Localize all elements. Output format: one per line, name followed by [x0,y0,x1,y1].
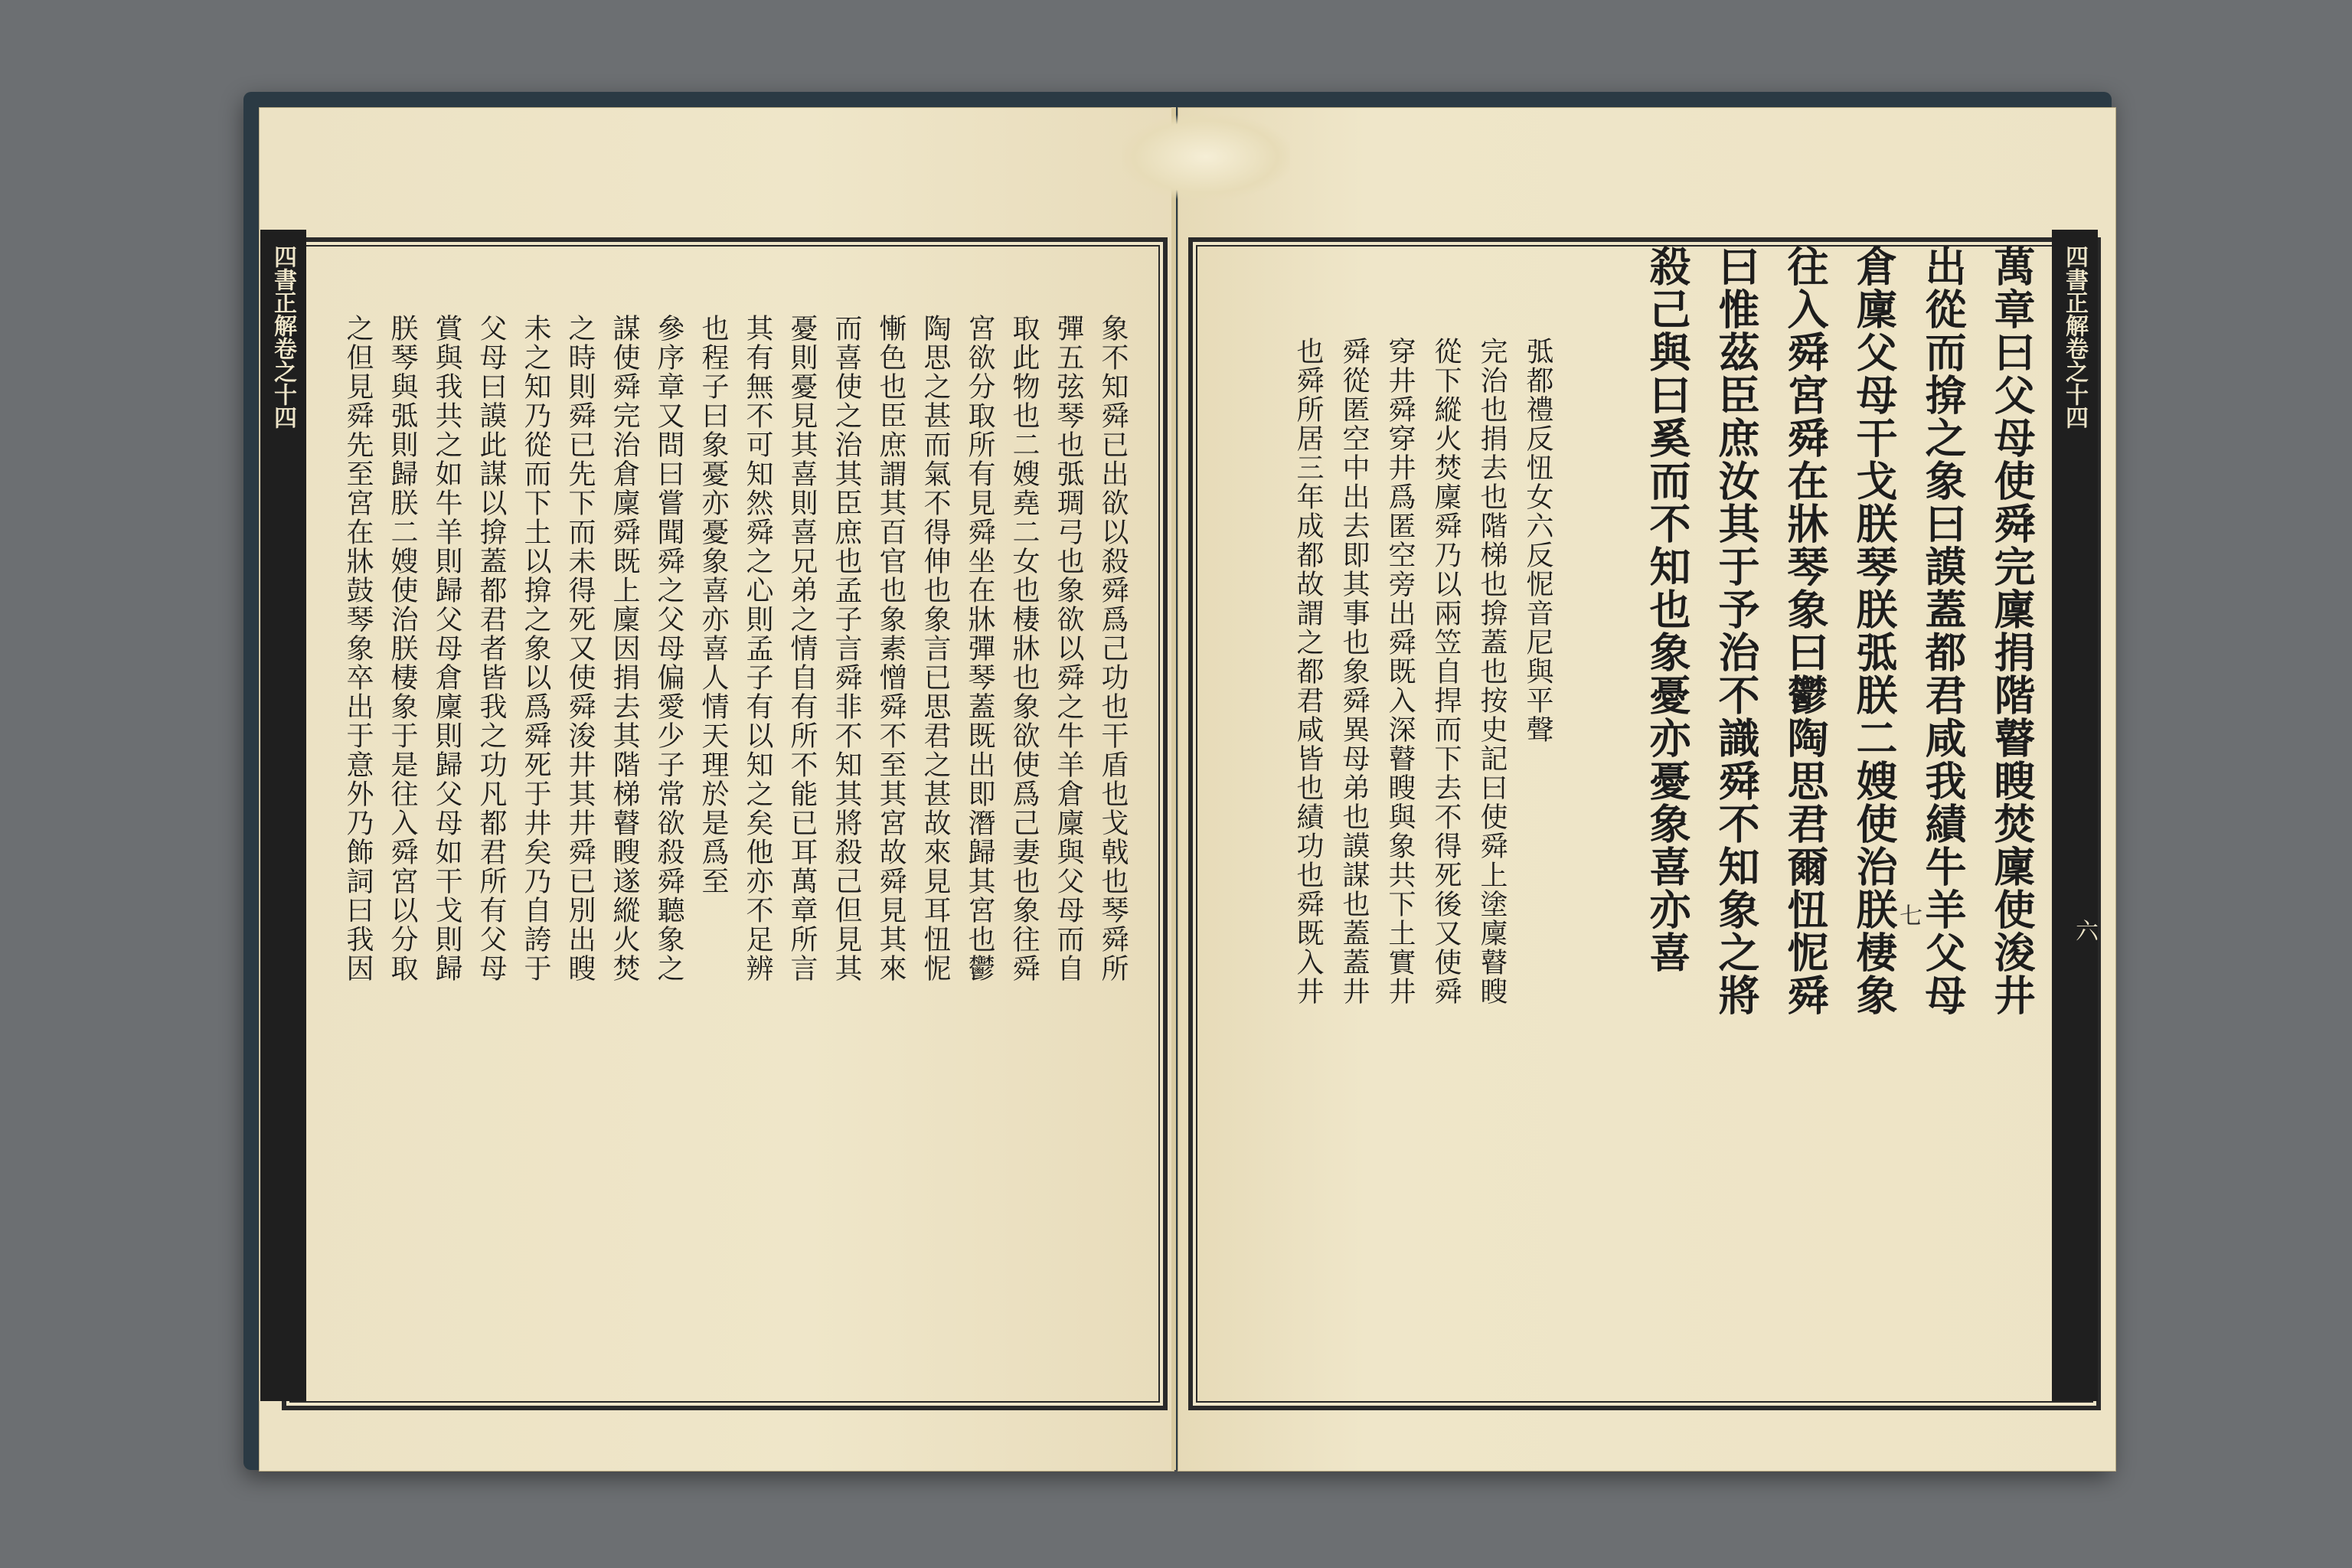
paper-tear [1122,115,1290,199]
right-note-column-5: 舜從匿空中出去即其事也象舜異母弟也謨謀也蓋蓋井 [1338,337,1370,1006]
left-column-5: 陶思之甚而氣不得伸也象言已思君之甚故來見耳忸怩 [920,314,951,983]
left-column-8: 憂則憂見其喜則喜兄弟之情自有所不能已耳萬章所言 [786,314,818,983]
right-note-column-1: 弤都禮反忸女六反怩音尼與平聲 [1522,337,1553,744]
left-column-2: 彈五弦琴也弤琱弓也象欲以舜之牛羊倉廩與父母而自 [1053,314,1084,983]
right-main-column-6: 殺己與曰奚而不知也象憂亦憂象喜亦喜 [1643,245,1692,974]
right-note-column-6: 也舜所居三年成都故謂之都君咸皆也績功也舜既入井 [1292,337,1324,1006]
left-column-9: 其有無不可知然舜之心則孟子有以知之矣他亦不足辨 [742,314,773,983]
left-column-4: 宮欲分取所有見舜坐在牀彈琴蓋既出即潛歸其宮也鬱 [964,314,995,983]
left-column-7: 而喜使之治其臣庶也孟子言舜非不知其將殺己但見其 [831,314,862,983]
left-column-11: 參序章又問曰嘗聞舜之父母偏愛少子常欲殺舜聽象之 [653,314,684,983]
left-column-13: 之時則舜已先下而未得死又使舜浚井其井舜已別出瞍 [564,314,596,983]
left-column-1: 象不知舜已出欲以殺舜爲己功也干盾也戈戟也琴舜所 [1097,314,1129,983]
left-column-10: 也程子曰象憂亦憂象喜亦喜人情天理於是爲至 [697,314,729,896]
left-folio-number: 七 [1895,903,1922,926]
right-main-column-3: 倉廩父母干戈朕琴朕弤朕二嫂使治朕棲象 [1850,245,1899,1017]
right-margin-title: 四書正解卷之十四 [2061,245,2088,429]
right-note-column-3: 從下縱火焚廩舜乃以兩笠自捍而下去不得死後又使舜 [1430,337,1462,1006]
left-column-17: 朕琴與弤則歸朕二嫂使治朕棲象于是往入舜宮以分取 [387,314,418,983]
spine-gutter [1171,107,1176,1470]
left-column-15: 父母曰謨此謀以揜蓋都君者皆我之功凡都君所有父母 [475,314,507,983]
left-column-12: 謀使舜完治倉廩舜既上廩因捐去其階梯瞽瞍遂縱火焚 [609,314,640,983]
right-folio-number: 六 [2071,919,2098,942]
left-column-18: 之但見舜先至宮在牀鼓琴象卒出于意外乃飾詞曰我因 [342,314,374,983]
right-note-column-4: 穿井舜穿井爲匿空旁出舜既入深瞽瞍與象共下土實井 [1384,337,1416,1006]
left-column-6: 慚色也臣庶謂其百官也象素憎舜不至其宮故舜見其來 [875,314,906,983]
left-column-14: 未之知乃從而下土以揜之象以爲舜死于井矣乃自誇于 [520,314,551,983]
left-margin-title: 四書正解卷之十四 [270,245,296,429]
right-main-column-5: 曰惟茲臣庶汝其于予治不識舜不知象之將 [1712,245,1761,1017]
right-main-column-1: 萬章曰父母使舜完廩捐階瞽瞍焚廩使浚井 [1988,245,2037,1017]
left-column-16: 賞與我共之如牛羊則歸父母倉廩則歸父母如干戈則歸 [431,314,462,983]
right-note-column-2: 完治也捐去也階梯也揜蓋也按史記曰使舜上塗廩瞽瞍 [1476,337,1508,1006]
right-main-column-4: 往入舜宮舜在牀琴象曰鬱陶思君爾忸怩舜 [1781,245,1830,1017]
right-main-column-2: 出從而揜之象曰謨蓋都君咸我績牛羊父母 [1919,245,1968,1017]
left-column-3: 取此物也二嫂堯二女也棲牀也象欲使爲己妻也象往舜 [1008,314,1040,983]
